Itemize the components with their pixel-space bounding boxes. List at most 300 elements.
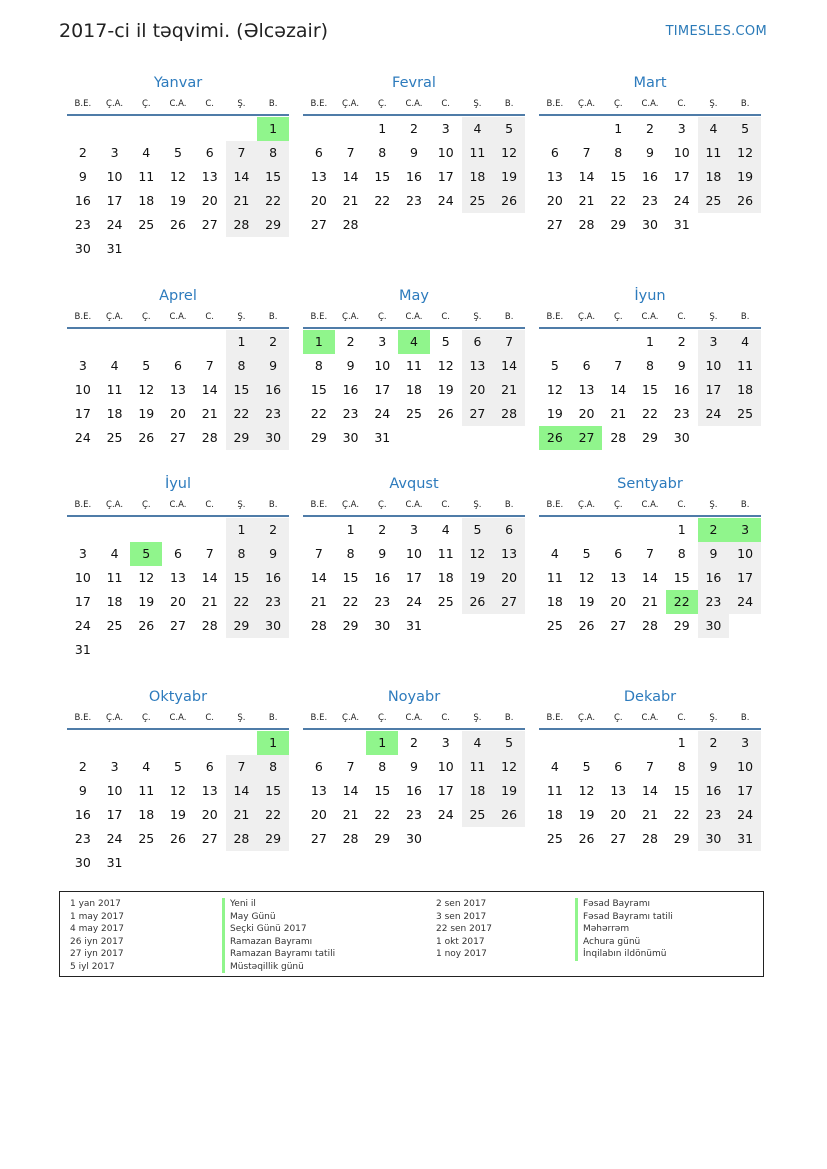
- legend-names-right: [575, 898, 673, 961]
- day-cell: 13: [201, 783, 218, 798]
- day-cell: 13: [170, 570, 186, 585]
- day-cell: 22: [374, 807, 391, 822]
- day-grid: [539, 330, 761, 450]
- day-cell: 29: [257, 827, 289, 851]
- day-cell: 21: [610, 406, 627, 421]
- day-cell: 12: [493, 141, 525, 165]
- weekday-label: Ç.: [377, 500, 387, 510]
- day-cell: 27: [170, 618, 186, 633]
- weekday-label: Ş.: [473, 713, 482, 723]
- weekday-label: Ç.: [613, 99, 623, 109]
- empty-cell: [602, 330, 634, 354]
- day-cell: 21: [310, 594, 327, 609]
- legend-holiday-name: Fəsad Bayramı: [575, 898, 673, 911]
- day-cell: 26: [578, 831, 595, 846]
- day-cell: 30: [342, 430, 359, 445]
- legend-date: 1 may 2017: [70, 911, 124, 922]
- month-calendar: [67, 72, 289, 261]
- day-cell: 2: [698, 731, 730, 755]
- weekday-label: B.: [268, 713, 278, 723]
- weekday-label: Ç.A.: [106, 99, 124, 109]
- month-name: Noyabr: [387, 689, 441, 705]
- month-calendar: [539, 72, 761, 237]
- weekday-label: Ç.: [141, 713, 151, 723]
- empty-cell: [539, 117, 571, 141]
- weekday-label: B.E.: [546, 99, 564, 109]
- day-cell: 31: [673, 217, 690, 232]
- day-cell: 28: [642, 831, 658, 846]
- day-cell: 7: [314, 546, 323, 561]
- day-cell: 13: [310, 783, 327, 798]
- day-cell: 5: [550, 358, 559, 373]
- day-cell: 3: [441, 735, 450, 750]
- day-cell: 20: [578, 406, 595, 421]
- day-cell: 6: [174, 546, 182, 561]
- day-cell: 8: [378, 145, 387, 160]
- day-cell: 29: [673, 618, 690, 633]
- weekday-label: B.: [268, 99, 278, 109]
- day-cell: 23: [342, 406, 359, 421]
- day-cell: 6: [174, 358, 182, 373]
- day-cell: 25: [106, 618, 123, 633]
- day-cell: 7: [646, 546, 654, 561]
- day-cell: 16: [374, 570, 391, 585]
- day-cell: 16: [698, 779, 730, 803]
- legend-holiday-name: Ramazan Bayramı: [222, 936, 335, 949]
- empty-cell: [194, 117, 226, 141]
- day-cell: 14: [610, 382, 627, 397]
- day-cell: 2: [677, 334, 686, 349]
- weekday-label: Ç.: [613, 312, 623, 322]
- weekday-label: B.E.: [74, 312, 92, 322]
- empty-cell: [99, 117, 131, 141]
- day-cell: 3: [441, 121, 450, 136]
- day-cell: 5: [582, 546, 591, 561]
- month-calendar: [67, 473, 289, 662]
- empty-cell: [162, 117, 194, 141]
- day-cell: 27: [201, 831, 218, 846]
- day-cell: 7: [493, 330, 525, 354]
- day-cell: 12: [170, 783, 186, 798]
- legend-dates-left: [70, 898, 124, 973]
- legend-date: 27 iyn 2017: [70, 949, 124, 959]
- month-calendar: [303, 473, 525, 638]
- month-name: May: [399, 288, 429, 304]
- weekday-label: B.E.: [546, 312, 564, 322]
- weekday-label: B.E.: [310, 312, 328, 322]
- day-cell: 9: [698, 755, 730, 779]
- day-cell: 15: [673, 570, 690, 585]
- weekday-label: Ç.: [141, 312, 151, 322]
- day-cell: 14: [201, 382, 218, 397]
- empty-cell: [303, 117, 335, 141]
- day-cell: 8: [614, 145, 623, 160]
- day-cell: 1: [346, 522, 355, 537]
- brand-link[interactable]: TIMESLES.COM: [665, 24, 767, 39]
- day-cell: 25: [138, 831, 155, 846]
- legend-holiday-name: Ramazan Bayramı tatili: [222, 948, 335, 961]
- holiday-day-cell: 26: [539, 426, 571, 450]
- day-cell: 23: [257, 402, 289, 426]
- day-cell: 19: [462, 566, 494, 590]
- day-cell: 3: [410, 522, 418, 537]
- day-cell: 8: [646, 358, 654, 373]
- day-cell: 18: [138, 193, 155, 208]
- legend-date: 1 noy 2017: [436, 949, 487, 959]
- day-cell: 25: [138, 217, 155, 232]
- day-cell: 13: [546, 169, 563, 184]
- weekday-label: B.: [740, 312, 750, 322]
- day-cell: 18: [546, 594, 563, 609]
- empty-cell: [67, 330, 99, 354]
- weekday-label: B.: [740, 500, 750, 510]
- weekday-label: Ç.A.: [106, 713, 124, 723]
- day-cell: 26: [138, 618, 155, 633]
- day-cell: 7: [346, 145, 355, 160]
- weekday-label: Ç.A.: [106, 312, 124, 322]
- day-cell: 28: [201, 618, 218, 633]
- day-cell: 8: [314, 358, 323, 373]
- weekday-label: Ş.: [473, 99, 482, 109]
- day-cell: 18: [729, 378, 761, 402]
- empty-cell: [226, 117, 258, 141]
- day-cell: 11: [437, 546, 454, 561]
- day-cell: 29: [310, 430, 327, 445]
- day-cell: 13: [493, 542, 525, 566]
- day-cell: 16: [74, 193, 91, 208]
- day-cell: 24: [729, 803, 761, 827]
- day-cell: 16: [342, 382, 359, 397]
- weekday-label: C.: [441, 713, 451, 723]
- day-cell: 13: [578, 382, 595, 397]
- day-cell: 1: [677, 522, 686, 537]
- weekday-label: B.: [268, 500, 278, 510]
- day-cell: 21: [342, 193, 359, 208]
- empty-cell: [67, 731, 99, 755]
- holiday-day-cell: 1: [257, 731, 289, 755]
- month-name: Fevral: [392, 75, 436, 91]
- empty-cell: [571, 731, 603, 755]
- weekday-label: B.E.: [310, 99, 328, 109]
- empty-cell: [130, 731, 162, 755]
- day-cell: 24: [729, 590, 761, 614]
- day-cell: 23: [642, 193, 658, 208]
- weekday-label: C.A.: [641, 500, 659, 510]
- day-cell: 20: [493, 566, 525, 590]
- day-cell: 22: [310, 406, 327, 421]
- day-cell: 11: [546, 570, 563, 585]
- day-cell: 6: [314, 759, 323, 774]
- day-cell: 27: [546, 217, 563, 232]
- day-cell: 12: [437, 358, 454, 373]
- day-cell: 30: [673, 430, 690, 445]
- day-cell: 25: [546, 618, 563, 633]
- holiday-day-cell: 1: [257, 117, 289, 141]
- day-cell: 6: [614, 759, 623, 774]
- day-cell: 19: [493, 165, 525, 189]
- day-cell: 10: [74, 382, 91, 397]
- day-cell: 9: [410, 759, 418, 774]
- day-cell: 9: [410, 145, 418, 160]
- weekday-label: Ç.: [377, 99, 387, 109]
- day-cell: 8: [226, 542, 258, 566]
- day-cell: 14: [342, 169, 359, 184]
- day-cell: 2: [646, 121, 654, 136]
- day-cell: 12: [138, 382, 155, 397]
- weekday-label: Ç.: [613, 713, 623, 723]
- day-cell: 7: [205, 546, 214, 561]
- day-cell: 23: [698, 803, 730, 827]
- day-cell: 12: [138, 570, 155, 585]
- weekday-label: Ç.A.: [342, 713, 360, 723]
- legend-date: 4 may 2017: [70, 924, 124, 934]
- day-cell: 29: [374, 831, 391, 846]
- day-cell: 20: [170, 406, 186, 421]
- day-cell: 17: [406, 570, 422, 585]
- weekday-label: B.: [504, 713, 514, 723]
- weekday-label: C.: [677, 99, 687, 109]
- day-cell: 17: [729, 566, 761, 590]
- day-cell: 5: [582, 759, 591, 774]
- day-cell: 28: [226, 827, 258, 851]
- day-cell: 10: [437, 145, 454, 160]
- day-cell: 21: [226, 189, 258, 213]
- day-cell: 2: [378, 522, 387, 537]
- day-cell: 2: [78, 145, 87, 160]
- day-cell: 18: [546, 807, 563, 822]
- day-cell: 27: [201, 217, 218, 232]
- day-cell: 4: [698, 117, 730, 141]
- day-cell: 25: [462, 189, 494, 213]
- holiday-day-cell: 22: [666, 590, 698, 614]
- day-cell: 24: [437, 807, 454, 822]
- page-title: 2017-ci il təqvimi. (Əlcəzair): [59, 20, 329, 42]
- empty-cell: [130, 117, 162, 141]
- day-cell: 18: [698, 165, 730, 189]
- empty-cell: [99, 518, 131, 542]
- day-cell: 16: [257, 378, 289, 402]
- day-cell: 23: [257, 590, 289, 614]
- empty-cell: [67, 518, 99, 542]
- day-cell: 24: [698, 402, 730, 426]
- day-cell: 9: [646, 145, 654, 160]
- day-grid: [67, 731, 289, 875]
- day-cell: 15: [226, 566, 258, 590]
- day-cell: 9: [78, 169, 87, 184]
- day-cell: 28: [310, 618, 327, 633]
- day-cell: 13: [462, 354, 494, 378]
- month-calendar: [303, 686, 525, 851]
- day-cell: 1: [378, 121, 387, 136]
- day-cell: 27: [462, 402, 494, 426]
- day-cell: 6: [582, 358, 591, 373]
- day-cell: 26: [493, 803, 525, 827]
- weekday-label: C.: [205, 312, 215, 322]
- day-cell: 20: [310, 193, 327, 208]
- day-cell: 29: [226, 614, 258, 638]
- weekday-header: [539, 307, 761, 329]
- weekday-label: Ç.A.: [578, 500, 596, 510]
- weekday-header: [539, 495, 761, 517]
- day-cell: 11: [462, 755, 494, 779]
- day-cell: 13: [610, 570, 627, 585]
- day-cell: 14: [642, 570, 658, 585]
- day-cell: 4: [550, 759, 559, 774]
- weekday-header: [67, 708, 289, 730]
- day-cell: 19: [546, 406, 563, 421]
- weekday-label: C.A.: [169, 312, 187, 322]
- day-cell: 18: [462, 779, 494, 803]
- day-cell: 26: [437, 406, 454, 421]
- holiday-day-cell: 2: [698, 518, 730, 542]
- day-cell: 13: [201, 169, 218, 184]
- weekday-label: C.: [677, 500, 687, 510]
- day-cell: 21: [642, 594, 658, 609]
- day-cell: 5: [174, 145, 182, 160]
- day-cell: 13: [310, 169, 327, 184]
- weekday-label: Ç.: [141, 99, 151, 109]
- day-cell: 31: [106, 241, 123, 256]
- day-cell: 20: [462, 378, 494, 402]
- weekday-label: C.A.: [641, 713, 659, 723]
- empty-cell: [130, 330, 162, 354]
- day-cell: 14: [310, 570, 327, 585]
- day-cell: 9: [698, 542, 730, 566]
- day-cell: 19: [138, 406, 155, 421]
- day-grid: [67, 518, 289, 662]
- day-cell: 28: [342, 217, 359, 232]
- day-cell: 11: [106, 382, 123, 397]
- day-cell: 25: [406, 406, 422, 421]
- weekday-label: Ş.: [237, 99, 246, 109]
- day-cell: 4: [729, 330, 761, 354]
- day-grid: [67, 117, 289, 261]
- empty-cell: [162, 731, 194, 755]
- day-grid: [303, 518, 525, 638]
- month-name: Yanvar: [153, 75, 203, 91]
- weekday-label: Ç.A.: [578, 713, 596, 723]
- weekday-label: Ş.: [709, 312, 718, 322]
- day-cell: 7: [614, 358, 623, 373]
- day-cell: 8: [257, 755, 289, 779]
- day-cell: 14: [226, 165, 258, 189]
- holiday-day-cell: 3: [729, 518, 761, 542]
- day-cell: 11: [729, 354, 761, 378]
- weekday-label: Ş.: [709, 99, 718, 109]
- empty-cell: [539, 330, 571, 354]
- day-cell: 30: [698, 827, 730, 851]
- day-cell: 25: [546, 831, 563, 846]
- day-cell: 13: [170, 382, 186, 397]
- day-cell: 4: [142, 759, 151, 774]
- day-cell: 7: [346, 759, 355, 774]
- legend-holiday-name: Məhərrəm: [575, 923, 673, 936]
- day-cell: 28: [642, 618, 658, 633]
- day-cell: 17: [437, 783, 454, 798]
- weekday-label: B.: [740, 713, 750, 723]
- day-cell: 19: [138, 594, 155, 609]
- day-cell: 16: [406, 783, 422, 798]
- day-cell: 12: [493, 755, 525, 779]
- day-cell: 12: [578, 570, 595, 585]
- day-cell: 12: [546, 382, 563, 397]
- day-cell: 4: [462, 117, 494, 141]
- weekday-label: Ç.A.: [342, 312, 360, 322]
- day-cell: 15: [374, 169, 391, 184]
- day-cell: 25: [729, 402, 761, 426]
- month-name: Aprel: [159, 288, 197, 304]
- empty-cell: [602, 731, 634, 755]
- month-name: Dekabr: [623, 689, 677, 705]
- day-cell: 18: [138, 807, 155, 822]
- day-cell: 2: [346, 334, 355, 349]
- empty-cell: [130, 518, 162, 542]
- day-cell: 20: [170, 594, 186, 609]
- day-cell: 17: [74, 594, 91, 609]
- weekday-label: C.: [441, 99, 451, 109]
- weekday-label: Ç.: [141, 500, 151, 510]
- day-cell: 29: [642, 430, 658, 445]
- day-cell: 1: [226, 330, 258, 354]
- day-cell: 11: [546, 783, 563, 798]
- day-cell: 12: [170, 169, 186, 184]
- day-cell: 10: [74, 570, 91, 585]
- empty-cell: [194, 518, 226, 542]
- day-cell: 2: [257, 518, 289, 542]
- day-cell: 16: [642, 169, 658, 184]
- day-cell: 30: [406, 831, 422, 846]
- weekday-label: Ş.: [473, 500, 482, 510]
- weekday-label: C.: [677, 713, 687, 723]
- weekday-label: B.E.: [546, 500, 564, 510]
- day-cell: 28: [610, 430, 627, 445]
- day-cell: 28: [493, 402, 525, 426]
- day-cell: 3: [110, 145, 119, 160]
- day-cell: 30: [257, 614, 289, 638]
- day-cell: 17: [106, 193, 123, 208]
- weekday-label: C.A.: [641, 312, 659, 322]
- day-cell: 2: [257, 330, 289, 354]
- legend-date: 1 yan 2017: [70, 899, 121, 909]
- day-cell: 10: [698, 354, 730, 378]
- day-cell: 26: [462, 590, 494, 614]
- weekday-label: C.A.: [405, 312, 423, 322]
- day-cell: 8: [378, 759, 387, 774]
- day-cell: 7: [205, 358, 214, 373]
- weekday-label: Ş.: [709, 713, 718, 723]
- day-cell: 9: [677, 358, 686, 373]
- empty-cell: [602, 518, 634, 542]
- empty-cell: [226, 731, 258, 755]
- day-cell: 25: [106, 430, 123, 445]
- day-cell: 22: [226, 590, 258, 614]
- day-cell: 22: [610, 193, 627, 208]
- month-calendar: [303, 285, 525, 450]
- day-cell: 21: [201, 594, 218, 609]
- day-cell: 19: [493, 779, 525, 803]
- day-cell: 23: [406, 807, 422, 822]
- day-grid: [539, 117, 761, 237]
- month-name: Avqust: [389, 476, 439, 492]
- day-cell: 24: [106, 217, 123, 232]
- day-cell: 5: [729, 117, 761, 141]
- holiday-day-cell: 4: [398, 330, 430, 354]
- weekday-label: Ç.: [377, 713, 387, 723]
- day-cell: 30: [698, 614, 730, 638]
- holiday-day-cell: 1: [366, 731, 398, 755]
- day-cell: 3: [729, 731, 761, 755]
- day-grid: [303, 731, 525, 851]
